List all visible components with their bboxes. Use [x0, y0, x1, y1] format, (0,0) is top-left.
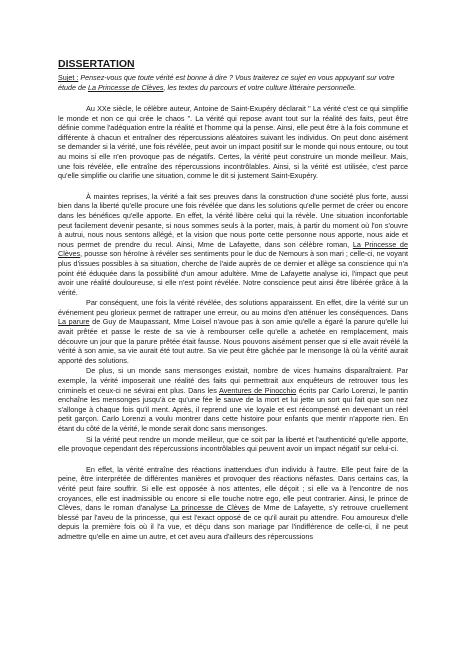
paragraph-3-text-b: de Guy de Maupassant, Mme Loisel n'avoue pas à son amie qu'elle a égaré la parure qu'elle lui avait prêtée et passe le reste de sa vie à rembourser celle qu'elle a achetée en remplacement, mais découvre un jour que la parure prêtée était fausse. Nous pouvons aisément penser que si elle avait révélé la vérité à son amie, sa vie aurait été tout autre. Sa vie peut être gâchée par le mensonge là où la vérité aurait apporté des solutions. [58, 317, 408, 365]
paragraph-introduction: Au XXe siècle, le célèbre auteur, Antoine de Saint-Exupéry déclarait " La vérité c'est ce qui simplifie le monde et non ce qui crée le chaos ". La vérité qui repose avant tout sur la réalité des faits, peut être définie comme l'adéquation entre la réalité et l'homme qui la pense. Ainsi, elle peut être à la fois commune et différente à chacun et entraîner des répercussions aléatoires suivant les individus. On peut donc aisément se demander si la vérité, une fois révélée, peut avoir un impact positif sur le monde qui nous entoure, ou tout au moins si elle n'en provoque pas de négatifs. Certes, la vérité peut construire un monde meilleur. Mais, une fois révélée, elle entraîne des répercussions incontrôlables. Ainsi, si la vérité est utilisée, c'est parce qu'elle simplifie ou clarifie une situation, comme le dit si justement Saint-Exupéry. [58, 104, 408, 181]
paragraph-3 [58, 298, 408, 365]
paragraph-5-transition: Si la vérité peut rendre un monde meilleur, que ce soit par la liberté et l'authenticité qu'elle apporte, elle provoque cependant des répercussions incontrôlables qui peuvent avoir un impact négatif sur celui-ci. [58, 434, 408, 454]
paragraph-2-text-b: , pousse son héroïne à révéler ses sentiments pour le duc de Nemours à son mari ; celle-ci, ne voyant plus d'issues possibles à sa situation, cherche de l'aide auprès de ce dernier et allège sa conscience qui n'a point été éduquée dans la possibilité d'un amour adultère. Mme de Lafayette analyse ici, l'impact que peut avoir une réalité douloureuse, si elle n'est point révélée. Notre conscience peut ainsi être libérée grâce à la vérité. [58, 249, 408, 297]
paragraph-6-text-b: de Mme de Lafayette, s'y retrouve cruellement blessé par l'aveu de la princesse, qui est l'exact opposé de ce qu'il aurait pu attendre. Fou amoureux d'elle depuis la première fois où il l'a vue, et déçu dans son mariage par l'indifférence de celle-ci, il ne peut admettre qu'elle en aime un autre, et cet aveu aura d'ailleurs des répercussions [58, 503, 408, 541]
paragraph-4 [58, 366, 408, 433]
paragraph-6-book-title: La princesse de Clèves [170, 503, 250, 513]
subject-label: Sujet : [58, 73, 79, 82]
paragraph-2-text-a: À maintes reprises, la vérité a fait ses preuves dans la construction d'une société plus forte, aussi bien dans la liberté qu'elle procure une fois révélée que dans les solutions qu'elle permet de créer ou encore dans les bénéfices qu'elle apporte. En effet, la vérité libère celui qui la révèle. Une situation inconfortable peut facilement devenir pesante, si nous sommes seuls à la porter, mais, à partir du moment où l'on s'ouvre à autrui, nous nous sentons allégé, et la vision que nous porte cette personne nous apporte, nous aide et nous permet de prendre du recul. Ainsi, Mme de Lafayette, dans son célèbre roman, [58, 191, 408, 249]
subject-text-b: , les textes du parcours et votre culture littéraire personnelle. [163, 82, 357, 92]
paragraph-6 [58, 465, 408, 542]
subject-text-a: Pensez-vous que toute vérité est bonne à dire ? Vous traiterez ce sujet en vous appuyant sur votre étude de [58, 73, 395, 92]
paragraph-2-book-title: La Princesse de Clèves [58, 239, 408, 259]
paragraph-4-text-a: De plus, si un monde sans mensonges existait, nombre de vices humains disparaîtraient. Par exemple, la vérité imposerait une réalité des faits qui permettrait aux enquêteurs de retrouver tous les criminels et ceux-ci ne sévirai ent plus. Dans les [58, 366, 408, 395]
paragraph-6-text-a: En effet, la vérité entraîne des réactions inattendues d'un individu à l'autre. Elle peut faire de la peine, être interprétée de différentes manières et provoquer des réactions néfastes. Dans certains cas, la vérité peut faire souffrir. Si elle est opposée à nos attentes, elle déçoit ; si elle va à l'encontre de nos croyances, elle est inadmissible ou encore si elle touche notre ego, elle peut contrarier. Ainsi, le prince de Clèves, dans le roman d'analyse [58, 464, 408, 513]
subject-statement [58, 73, 408, 92]
subject-book-title: La Princesse de Clèves [87, 82, 164, 92]
paragraph-4-book-title: Aventures de Pinocchio [219, 385, 297, 395]
document-title: DISSERTATION [58, 58, 135, 70]
paragraph-4-text-b: écrits par Carlo Lorenzi, le pantin enchaîne les mensonges jusqu'à ce qu'une fée le sauve de la mort et lui jette un sort qui fait que son nez s'allonge à chaque fois qu'il ment. Après, il reprend une vie loyale et est récompensé en devenant un réel petit garçon. Carlo Lorenzi a voulu montrer dans cette histoire pour enfants que mentir n'apporte rien. En étant du côté de la vérité, le monde serait donc sans mensonges. [58, 385, 408, 433]
paragraph-3-text-a: Par conséquent, une fois la vérité révélée, des solutions apparaissent. En effet, dire la vérité sur un événement peu glorieux permet de rattraper une erreur, ou au moins d'en atténuer les conséquences. Dans [58, 298, 408, 317]
paragraph-2 [58, 192, 408, 298]
paragraph-3-book-title: La parure [58, 317, 90, 327]
